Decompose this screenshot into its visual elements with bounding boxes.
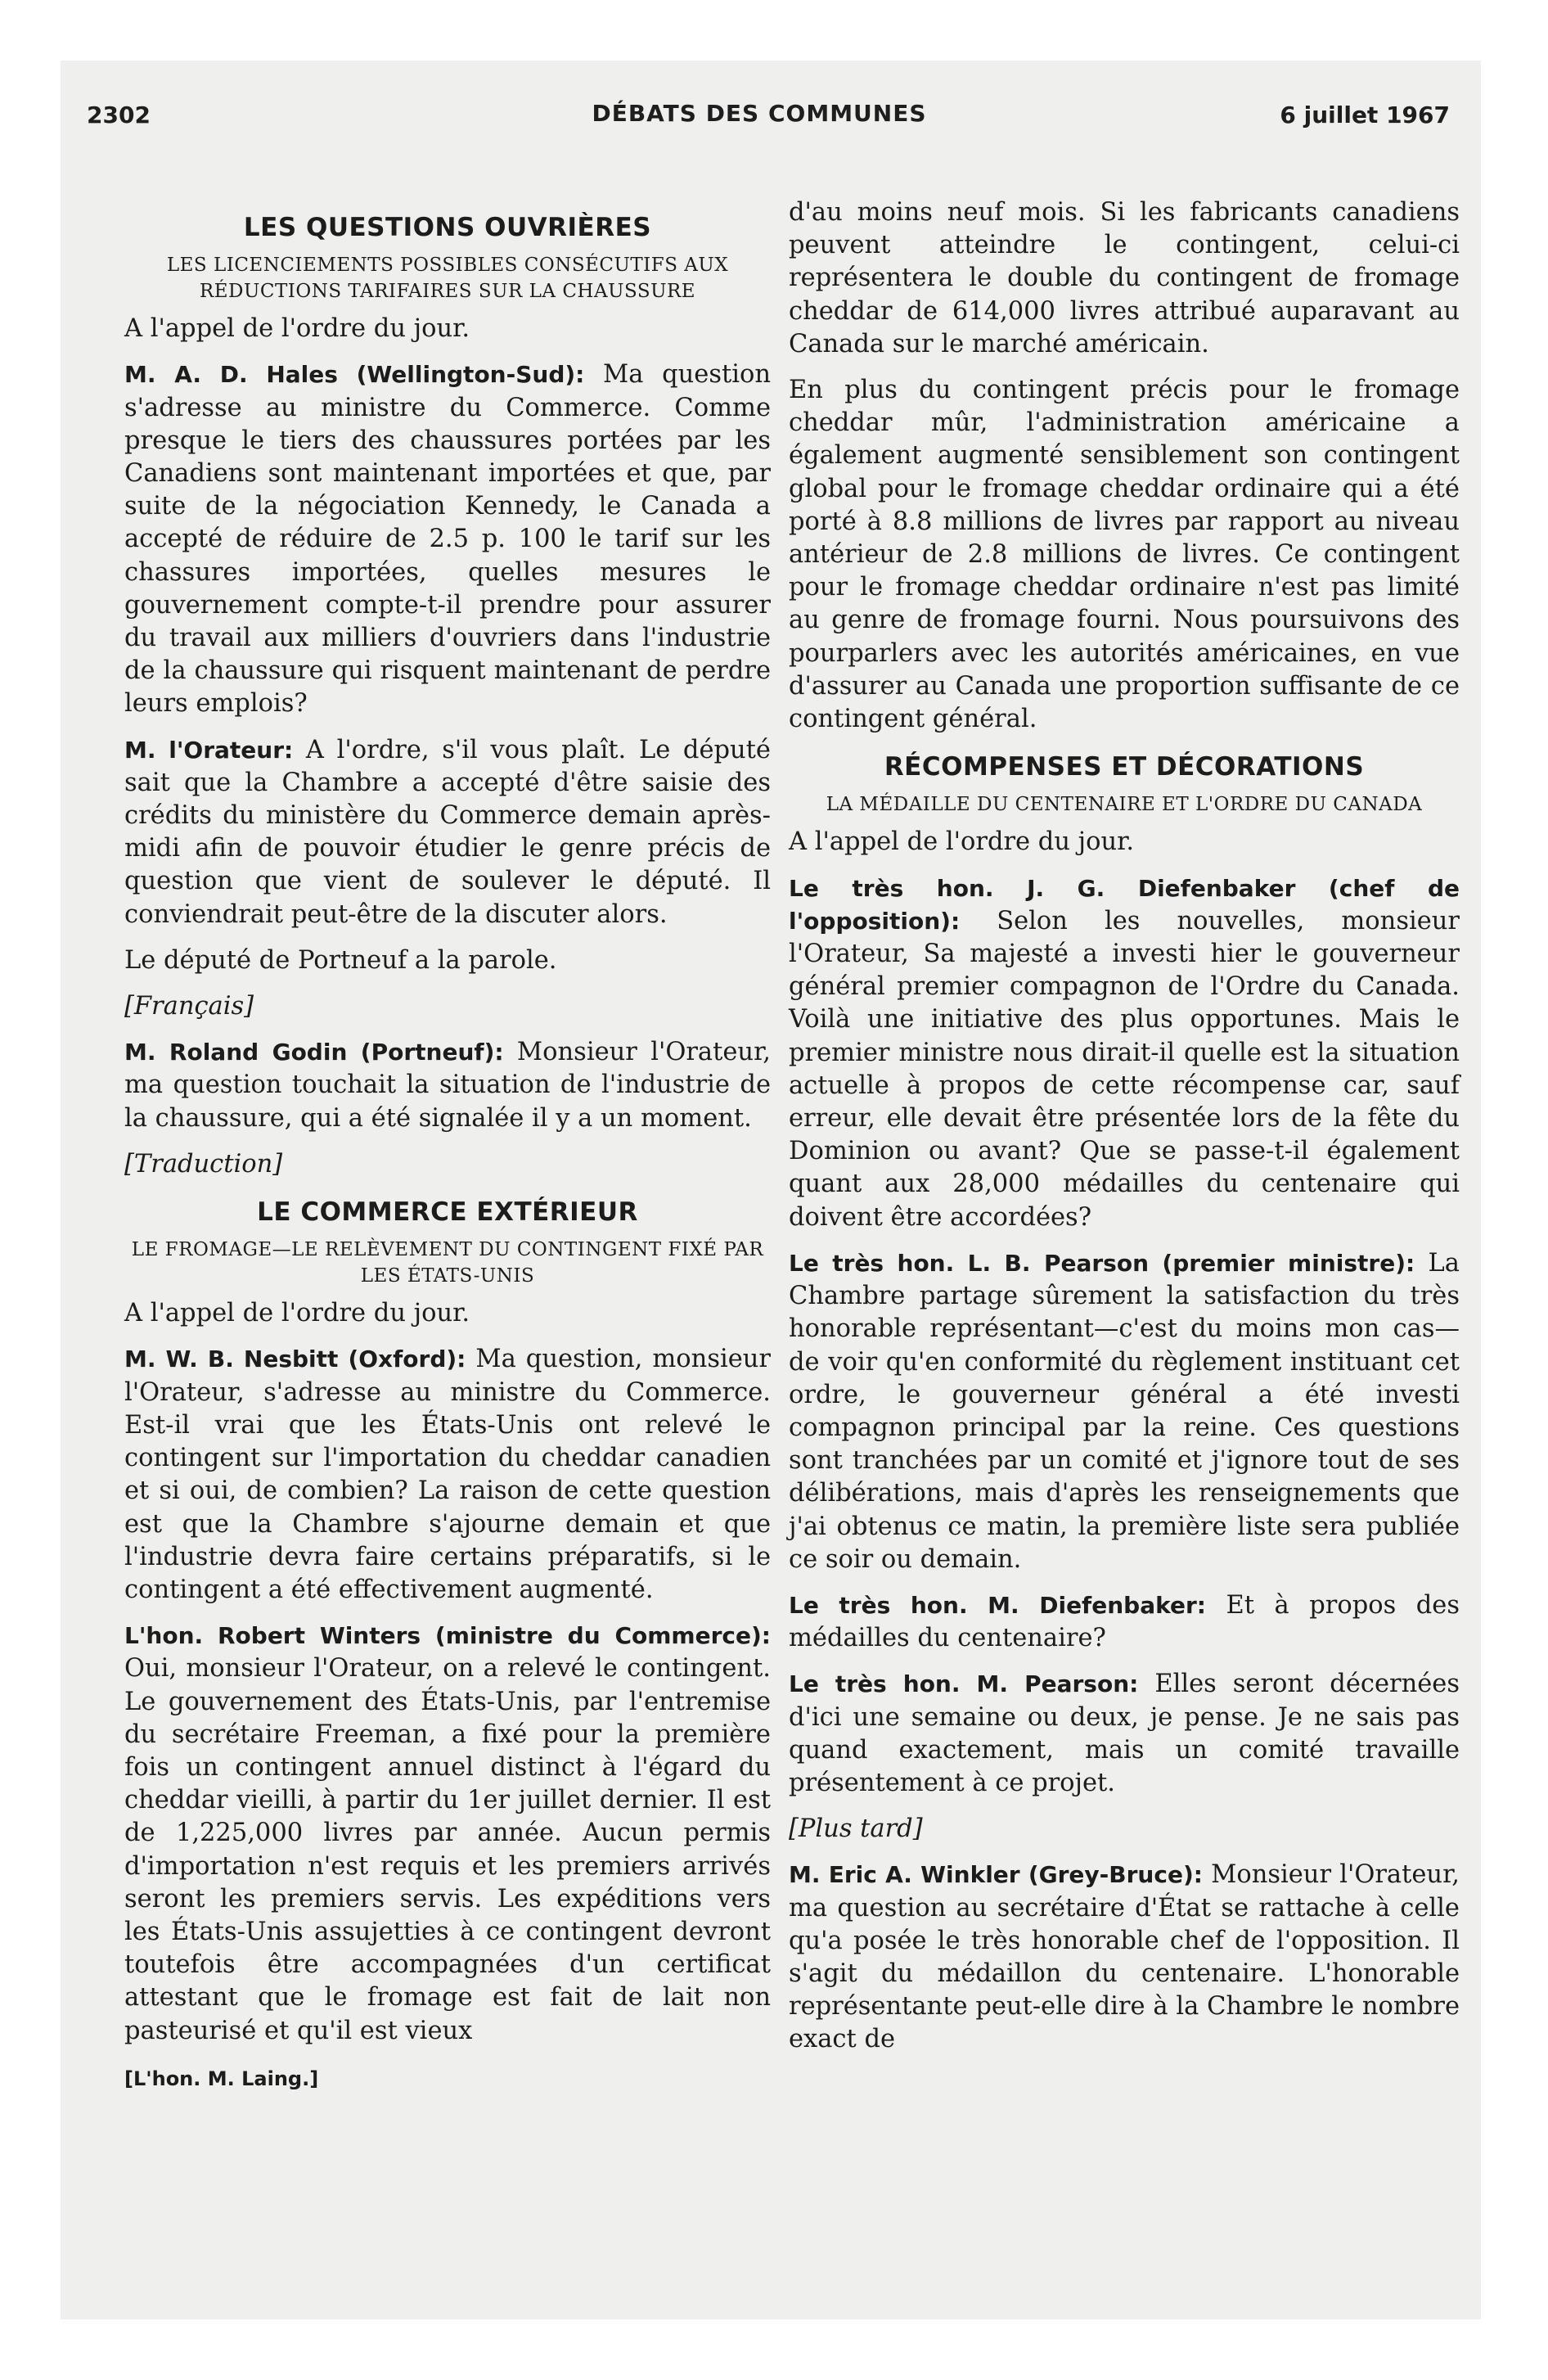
speech-text: Oui, monsieur l'Orateur, on a relevé le contingent. Le gouvernement des États-Unis, par l'entremise du secrétaire Freeman, a fixé pour la première fois un contingent annuel distinct à l'égard du cheddar vieilli, à partir du 1er juillet dernier. Il est de 1,225,000 livres par année. Aucun permis d'importation n'est requis et les premiers arrivés seront les premiers servis. Les expéditions vers les États-Unis assujetties à ce contingent devront toutefois être accompagnées d'un certificat attestant que le fromage est fait de lait non pasteurisé et qu'il est vieux xyxy=(124,1654,771,2045)
paragraph: En plus du contingent précis pour le fromage cheddar mûr, l'administration américaine a également augmenté sensiblement son contingent global pour le fromage cheddar ordinaire qui a été porté à 8.8 millions de livres par rapport au niveau antérieur de 2.8 millions de livres. Ce contingent pour le fromage cheddar ordinaire n'est pas limité au genre de fromage fourni. Nous poursuivons des pourparlers avec les autorités américaines, en vue d'assurer au Canada une proportion suffisante de ce contingent général. xyxy=(789,376,1460,734)
speaker-name: Le très hon. L. B. Pearson (premier ministre): xyxy=(789,1249,1415,1277)
speech-text: A l'ordre, s'il vous plaît. Le député sait que la Chambre a accepté d'être saisie des crédits du ministère du Commerce demain après-midi afin de pouvoir étudier le genre précis de question que vient de soulever le député. Il conviendrait peut-être de la discuter alors. xyxy=(124,735,771,929)
speech-paragraph xyxy=(124,358,771,720)
speech-text: Monsieur l'Orateur, ma question au secrétaire d'État se rattache à celle qu'a posée le très honorable chef de l'opposition. Il s'agit du médaillon du centenaire. L'honorable représentante peut-elle dire à la Chambre le nombre exact de xyxy=(789,1860,1460,2054)
speech-paragraph xyxy=(124,1620,771,2048)
right-column xyxy=(789,196,1460,2070)
section-title: LES QUESTIONS OUVRIÈRES xyxy=(243,213,652,242)
left-column xyxy=(124,196,771,2095)
speaker-name: Le très hon. J. G. Diefenbaker (chef de l'opposition): xyxy=(789,874,1460,935)
speaker-name: Le très hon. M. Diefenbaker: xyxy=(789,1591,1206,1619)
section-subtitle: LA MÉDAILLE DU CENTENAIRE ET L'ORDRE DU CANADA xyxy=(826,794,1423,816)
speaker-name: M. A. D. Hales (Wellington-Sud): xyxy=(124,361,585,389)
paragraph: d'au moins neuf mois. Si les fabricants canadiens peuvent atteindre le contingent, celui-ci représentera le double du contingent de fromage cheddar de 614,000 livres attribué auparavant au Canada sur le marché américain. xyxy=(789,198,1460,358)
order-of-day: A l'appel de l'ordre du jour. xyxy=(789,827,1135,857)
time-marker: [Plus tard] xyxy=(789,1814,923,1844)
speech-paragraph xyxy=(789,1668,1460,1800)
speaker-name: M. Roland Godin (Portneuf): xyxy=(124,1039,504,1066)
speech-text: Elles seront décernées d'ici une semaine ou deux, je pense. Je ne sais pas quand exactement, mais un comité travaille présentement à ce projet. xyxy=(789,1670,1460,1797)
page-number: 2302 xyxy=(87,101,151,128)
language-marker: [Français] xyxy=(124,992,254,1021)
speech-paragraph xyxy=(789,1247,1460,1576)
speech-text: Et à propos des médailles du centenaire? xyxy=(789,1590,1460,1653)
speech-text: La Chambre partage sûrement la satisfaction du très honorable représentant—c'est du moins mon cas—de voir qu'en conformité du règlement instituant cet ordre, le gouverneur général a été investi compagnon principal par la reine. Ces questions sont tranchées par un comité et j'ignore tout de ses délibérations, mais d'après les renseignements que j'ai obtenus ce matin, la première liste sera publiée ce soir ou demain. xyxy=(789,1248,1460,1574)
language-marker: [Traduction] xyxy=(124,1149,283,1179)
speech-paragraph xyxy=(124,1036,771,1135)
paragraph: Le député de Portneuf a la parole. xyxy=(124,945,557,975)
speaker-name: M. W. B. Nesbitt (Oxford): xyxy=(124,1346,466,1373)
order-of-day: A l'appel de l'ordre du jour. xyxy=(124,1299,470,1328)
speaker-name: Le très hon. M. Pearson: xyxy=(789,1670,1139,1698)
order-of-day: A l'appel de l'ordre du jour. xyxy=(124,314,470,344)
speech-text: Ma question s'adresse au ministre du Commerce. Comme presque le tiers des chaussures portées par les Canadiens sont maintenant importées et que, par suite de la négociation Kennedy, le Canada a accepté de réduire de 2.5 p. 100 le tarif sur les chassures importées, quelles mesures le gouvernement compte-t-il prendre pour assurer du travail aux milliers d'ouvriers dans l'industrie de la chaussure qui risquent maintenant de perdre leurs emplois? xyxy=(124,360,771,719)
section-title: RÉCOMPENSES ET DÉCORATIONS xyxy=(884,752,1365,782)
speaker-name: M. Eric A. Winkler (Grey-Bruce): xyxy=(789,1861,1203,1889)
speech-paragraph xyxy=(789,1589,1460,1655)
speech-text: Monsieur l'Orateur, ma question touchait la situation de l'industrie de la chaussure, qui a été signalée il y a un moment. xyxy=(124,1038,771,1133)
speech-text: Selon les nouvelles, monsieur l'Orateur, Sa majesté a investi hier le gouverneur général premier compagnon de l'Ordre du Canada. Voilà une initiative des plus opportunes. Mais le premier ministre nous dirait-il quelle est la situation actuelle à propos de cette récompense car, sauf erreur, elle devait être présentée lors de la fête du Dominion ou avant? Que se passe-t-il également quant aux 28,000 médailles du centenaire qui doivent être accordées? xyxy=(789,906,1460,1232)
running-title: DÉBATS DES COMMUNES xyxy=(592,100,927,127)
speaker-name: L'hon. Robert Winters (ministre du Commerce): xyxy=(124,1622,771,1650)
page-header xyxy=(65,79,1453,128)
speech-paragraph xyxy=(789,1859,1460,2056)
section-title: LE COMMERCE EXTÉRIEUR xyxy=(257,1197,638,1228)
speech-text: Ma question, monsieur l'Orateur, s'adresse au ministre du Commerce. Est-il vrai que les États-Unis ont relevé le contingent sur l'importation du cheddar canadien et si oui, de combien? La raison de cette question est que la Chambre s'ajourne demain et que l'industrie devra faire certains préparatifs, si le contingent a été effectivement augmenté. xyxy=(124,1345,771,1604)
speaker-name: M. l'Orateur: xyxy=(124,736,294,764)
section-subtitle: LE FROMAGE—LE RELÈVEMENT DU CONTINGENT FIXÉ PAR LES ÉTATS-UNIS xyxy=(131,1239,764,1287)
speech-paragraph xyxy=(124,734,771,931)
section-subtitle: LES LICENCIEMENTS POSSIBLES CONSÉCUTIFS AUX RÉDUCTIONS TARIFAIRES SUR LA CHAUSSURE xyxy=(166,255,729,303)
speech-paragraph xyxy=(124,1343,771,1607)
page-date: 6 juillet 1967 xyxy=(1280,101,1450,128)
page-footer: [L'hon. M. Laing.] xyxy=(124,2067,319,2090)
speech-paragraph xyxy=(789,872,1460,1234)
